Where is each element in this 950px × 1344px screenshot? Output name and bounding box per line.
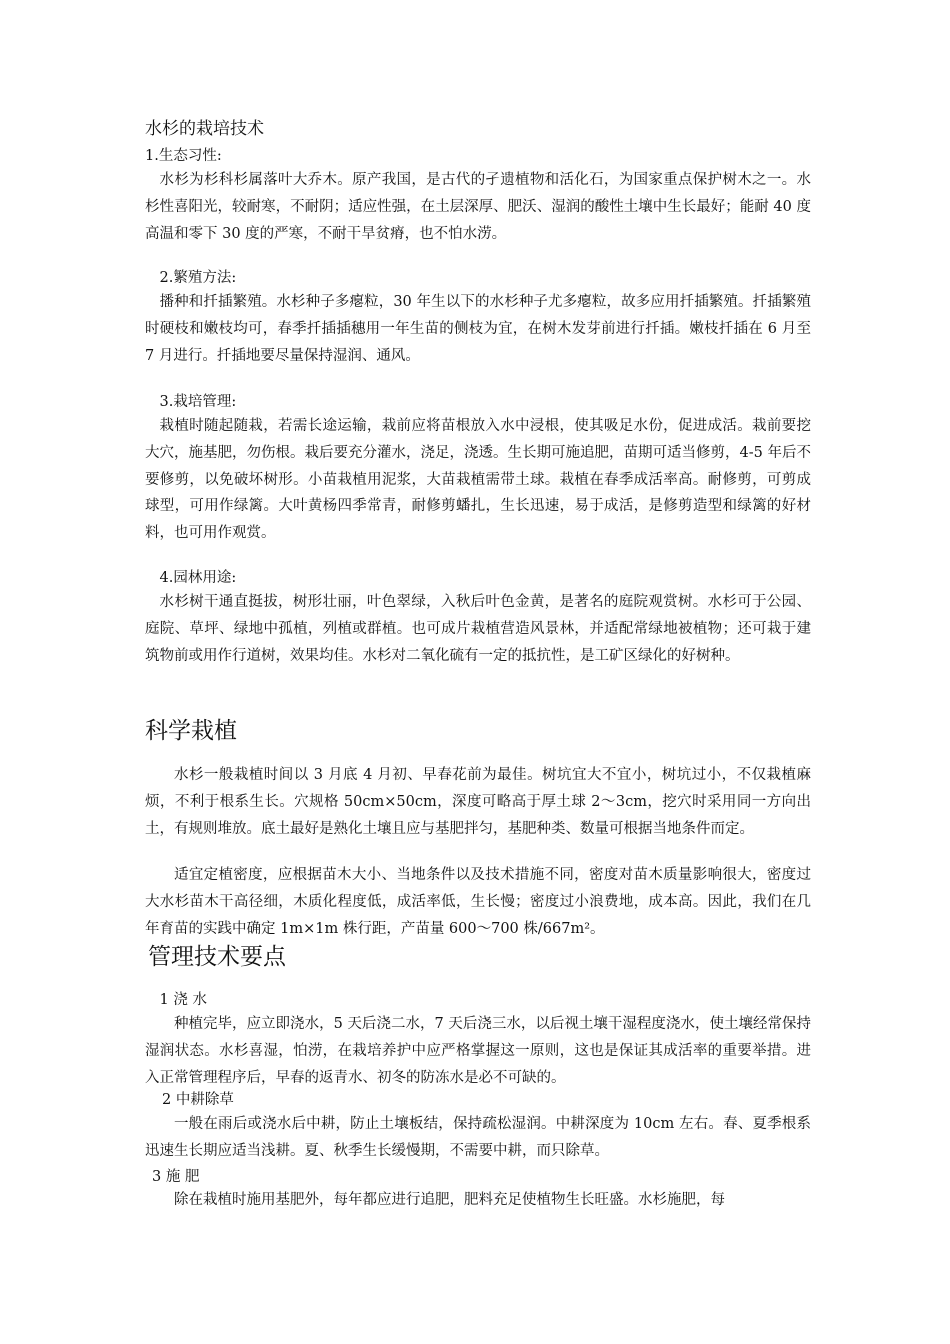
management-heading-watering: 1 浇 水 (159, 992, 207, 1008)
management-body-fertilizing: 除在栽植时施用基肥外，每年都应进行追肥，肥料充足使植物生长旺盛。水杉施肥，每 (174, 1192, 725, 1208)
paragraph-planting-time: 水杉一般栽植时间以 3 月底 4 月初、早春花前为最佳。树坑宜大不宜小，树坑过小，不仅栽植麻烦，不利于根系生长。穴规格 50cm×50cm，深度可略高于厚土球 2～3cm，挖穴时采用同一方向出土，有规则堆放。底土最好是熟化土壤且应与基肥拌匀，基肥种类、数量可根据当地条件而定。 (145, 767, 811, 837)
section-heading-ecology: 1.生态习性: (145, 148, 222, 164)
management-body-watering: 种植完毕，应立即浇水，5 天后浇二水，7 天后浇三水，以后视土壤干湿程度浇水，使土壤经常保持湿润状态。水杉喜湿，怕涝，在栽培养护中应严格掌握这一原则，这也是保证其成活率的重要举措。进入正常管理程序后，早春的返青水、初冬的防冻水是必不可缺的。 (145, 1016, 811, 1086)
section-heading-landscape: 4.园林用途: (159, 570, 237, 586)
document-title: 水杉的栽培技术 (145, 119, 264, 139)
section-heading-cultivation: 3.栽培管理: (159, 394, 237, 410)
paragraph-planting-density: 适宜定植密度，应根据苗木大小、当地条件以及技术措施不同，密度对苗木质量影响很大，密度过大水杉苗木干高径细，木质化程度低，成活率低，生长慢；密度过小浪费地，成本高。因此，我们在几年育苗的实践中确定 1m×1m 株行距，产苗量 600～700 株/667m²。 (145, 867, 811, 937)
heading-management-points: 管理技术要点 (148, 944, 286, 970)
section-body-cultivation: 栽植时随起随栽，若需长途运输，栽前应将苗根放入水中浸根，使其吸足水份，促进成活。栽前要挖大穴，施基肥，勿伤根。栽后要充分灌水，浇足，浇透。生长期可施追肥，苗期可适当修剪，4-5 年后不要修剪，以免破坏树形。小苗栽植用泥浆，大苗栽植需带土球。栽植在春季成活率高。耐修剪，可剪成球型，可用作绿篱。大叶黄杨四季常青，耐修剪蟠扎，生长迅速，易于成活，是修剪造型和绿篱的好材料，也可用作观赏。 (145, 418, 811, 542)
management-heading-fertilizing: 3 施 肥 (152, 1169, 200, 1185)
section-body-landscape: 水杉树干通直挺拔，树形壮丽，叶色翠绿，入秋后叶色金黄，是著名的庭院观赏树。水杉可于公园、庭院、草坪、绿地中孤植，列植或群植。也可成片栽植营造风景林，并适配常绿地被植物；还可栽于建筑物前或用作行道树，效果均佳。水杉对二氧化硫有一定的抵抗性，是工矿区绿化的好树种。 (145, 594, 811, 664)
management-body-weeding: 一般在雨后或浇水后中耕，防止土壤板结，保持疏松湿润。中耕深度为 10cm 左右。春、夏季根系迅速生长期应适当浅耕。夏、秋季生长缓慢期，不需要中耕，而只除草。 (145, 1116, 811, 1159)
management-heading-weeding: 2 中耕除草 (162, 1092, 234, 1108)
section-body-ecology: 水杉为杉科杉属落叶大乔木。原产我国，是古代的孑遗植物和活化石，为国家重点保护树木之一。水杉性喜阳光，较耐寒，不耐阴；适应性强，在土层深厚、肥沃、湿润的酸性土壤中生长最好；能耐 40 度高温和零下 30 度的严寒，不耐干旱贫瘠，也不怕水涝。 (145, 172, 811, 242)
section-heading-propagation: 2.繁殖方法: (159, 270, 237, 286)
section-body-propagation: 播种和扦插繁殖。水杉种子多瘪粒，30 年生以下的水杉种子尤多瘪粒，故多应用扦插繁殖。扦插繁殖时硬枝和嫩枝均可，春季扦插插穗用一年生苗的侧枝为宜，在树木发芽前进行扦插。嫩枝扦插在 6 月至 7 月进行。扦插地要尽量保持湿润、通风。 (145, 294, 811, 364)
heading-scientific-planting: 科学栽植 (145, 718, 237, 744)
